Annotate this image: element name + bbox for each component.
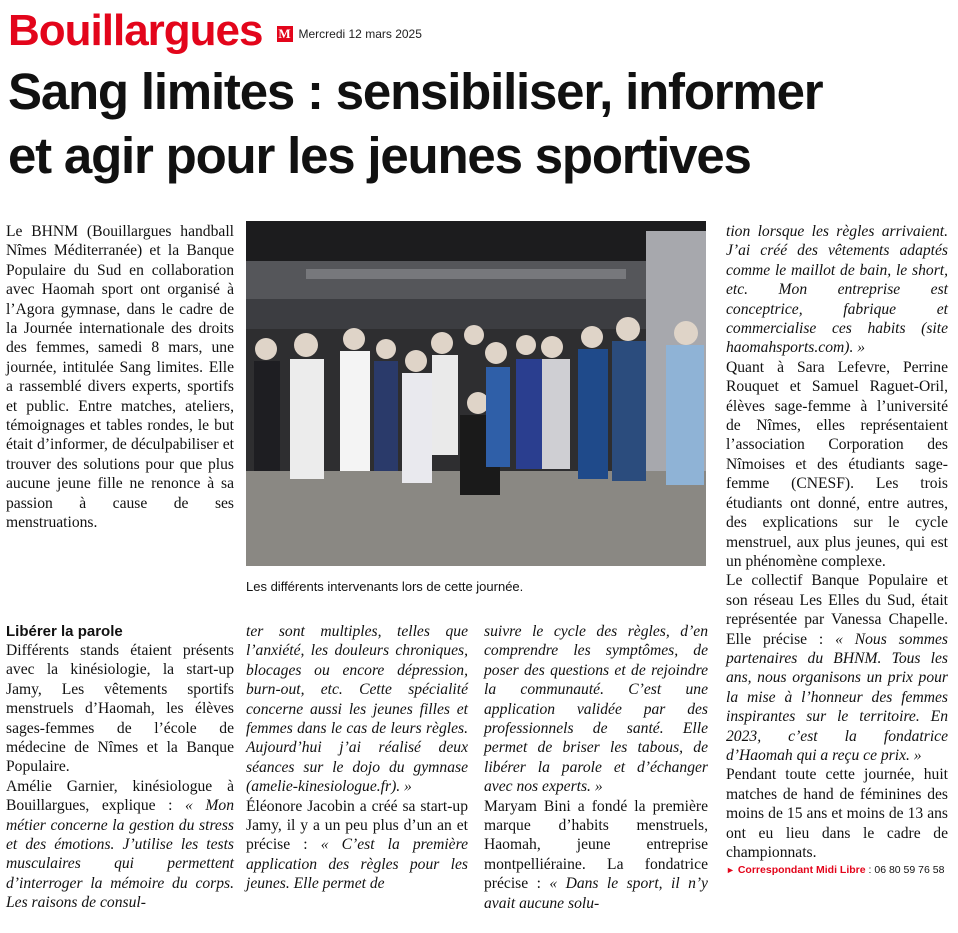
jacobin-paragraph bbox=[246, 797, 468, 894]
correspondent-credit bbox=[726, 862, 948, 878]
headline-line-2: et agir pour les jeunes sportives bbox=[8, 127, 751, 184]
article-headline bbox=[8, 60, 948, 188]
credit-phone: : 06 80 59 76 58 bbox=[865, 864, 945, 877]
jacobin-intro: Éléonore Jacobin a créé sa start-up Jamy, il y a un peu plus d’un an et précise : bbox=[246, 797, 468, 854]
column-3 bbox=[484, 622, 708, 913]
newspaper-logo-icon: M bbox=[278, 26, 291, 41]
closing-paragraph: Pendant toute cette journée, huit matches de hand de féminines des moins de 15 ans et moins de 13 ans ont eu lieu dans le cadre de championnats. bbox=[726, 766, 948, 861]
bini-quote-part-1: « Dans le sport, il n’y avait aucune solu- bbox=[484, 875, 708, 912]
section-title: Bouillargues bbox=[8, 6, 263, 55]
page-header bbox=[8, 2, 422, 60]
stands-paragraph: Différents stands étaient présents avec la kinésiologie, la start-up Jamy, Les vêtements sportifs menstruels d’Haomah, les élèves sages-femmes de l’école de médecine de Nîmes et la Banque Populaire. bbox=[6, 642, 234, 776]
garnier-quote-part-1: « Mon métier concerne la gestion du stress et des émotions. J’utilise les tests musculaires qui permettent d’interroger la mémoire du corps. Les raisons de consul- bbox=[6, 797, 234, 912]
bini-quote-part-2: tion lorsque les règles arrivaient. J’ai créé des vêtements adaptés comme le maillot de bain, le short, etc. Mon entreprise est conceptrice, fabrique et commercialise ces habits (site haomahsports.com). » bbox=[726, 223, 948, 357]
bank-quote: « Nous sommes partenaires du BHNM. Tous les ans, nous organisons un prix pour la mise à l’honneur des femmes inspirantes sur le territoire. En 2023, c’est la fondatrice d’Haomah qui a reçu ce prix. » bbox=[726, 630, 948, 764]
bini-paragraph bbox=[484, 797, 708, 913]
bini-intro: Maryam Bini a fondé la première marque d’habits menstruels, Haomah, jeune entreprise montpelliéraine. La fondatrice précise : bbox=[484, 797, 708, 893]
students-paragraph: Quant à Sara Lefevre, Perrine Rouquet et Samuel Raguet-Oril, élèves sage-femme à l’université de Nîmes, elles représentaient l’association Corporation des Nîmoises et des étudiants sage-femme (CNESF). Les trois étudiants ont donné, entre autres, des explications sur le cycle menstruel, aux plus jeunes, qui est un phénomène complexe. bbox=[726, 358, 948, 570]
column-1-top bbox=[6, 222, 234, 533]
bank-paragraph bbox=[726, 571, 948, 765]
jacobin-quote-part-2: suivre le cycle des règles, d’en comprendre les symptômes, de poser des questions et de rejoindre la communauté. C’est une application validée par des professionnels de santé. Elle permet de briser les tabous, de libérer la parole et d’échanger avec nos experts. » bbox=[484, 623, 708, 796]
headline-line-1: Sang limites : sensibiliser, informer bbox=[8, 63, 823, 120]
garnier-quote-part-2: ter sont multiples, telles que l’anxiété, les douleurs chroniques, blocages ou encore dépression, burn-out, etc. Cette spécialité concerne aussi les jeunes filles et femmes dans le cas de leurs règles. Aujourd’hui j’ai réalisé deux séances sur le dojo du gymnase (amelie-kinesiologue.fr). » bbox=[246, 623, 468, 796]
article-photo bbox=[246, 221, 706, 566]
jacobin-quote-part-1: « C’est la première application des règles pour les jeunes. Elle permet de bbox=[246, 836, 468, 893]
arrow-icon: ► bbox=[726, 865, 735, 876]
column-1-bottom bbox=[6, 622, 234, 913]
credit-label: Correspondant Midi Libre bbox=[737, 864, 866, 877]
subheading: Libérer la parole bbox=[6, 623, 123, 640]
intro-paragraph: Le BHNM (Bouillargues handball Nîmes Méditerranée) et la Banque Populaire du Sud en collaboration avec Haomah sport ont organisé à l’Agora gymnase, dans le cadre de la Journée internationale des droits des femmes, samedi 8 mars, une journée, intitulée Sang limites. Elle a rassemblé divers experts, sportifs et public. Entre matches, ateliers, témoignages et tables rondes, le but était d’informer, de déculpabiliser et trouver des solutions pour que plus aucune jeune fille ne renonce à sa passion à cause de ses menstruations. bbox=[6, 223, 234, 532]
garnier-intro: Amélie Garnier, kinésiologue à Bouillargues, explique : bbox=[6, 777, 234, 815]
garnier-paragraph bbox=[6, 777, 234, 913]
bank-intro: Le collectif Banque Populaire et son réseau Les Elles du Sud, était représentée par Vanessa Chapelle. Elle précise : bbox=[726, 572, 948, 648]
column-2 bbox=[246, 622, 468, 894]
photo-caption: Les différents intervenants lors de cette journée. bbox=[246, 579, 524, 594]
group-photo-illustration bbox=[246, 221, 706, 566]
publication-date: Mercredi 12 mars 2025 bbox=[298, 27, 422, 41]
column-4 bbox=[726, 222, 948, 878]
